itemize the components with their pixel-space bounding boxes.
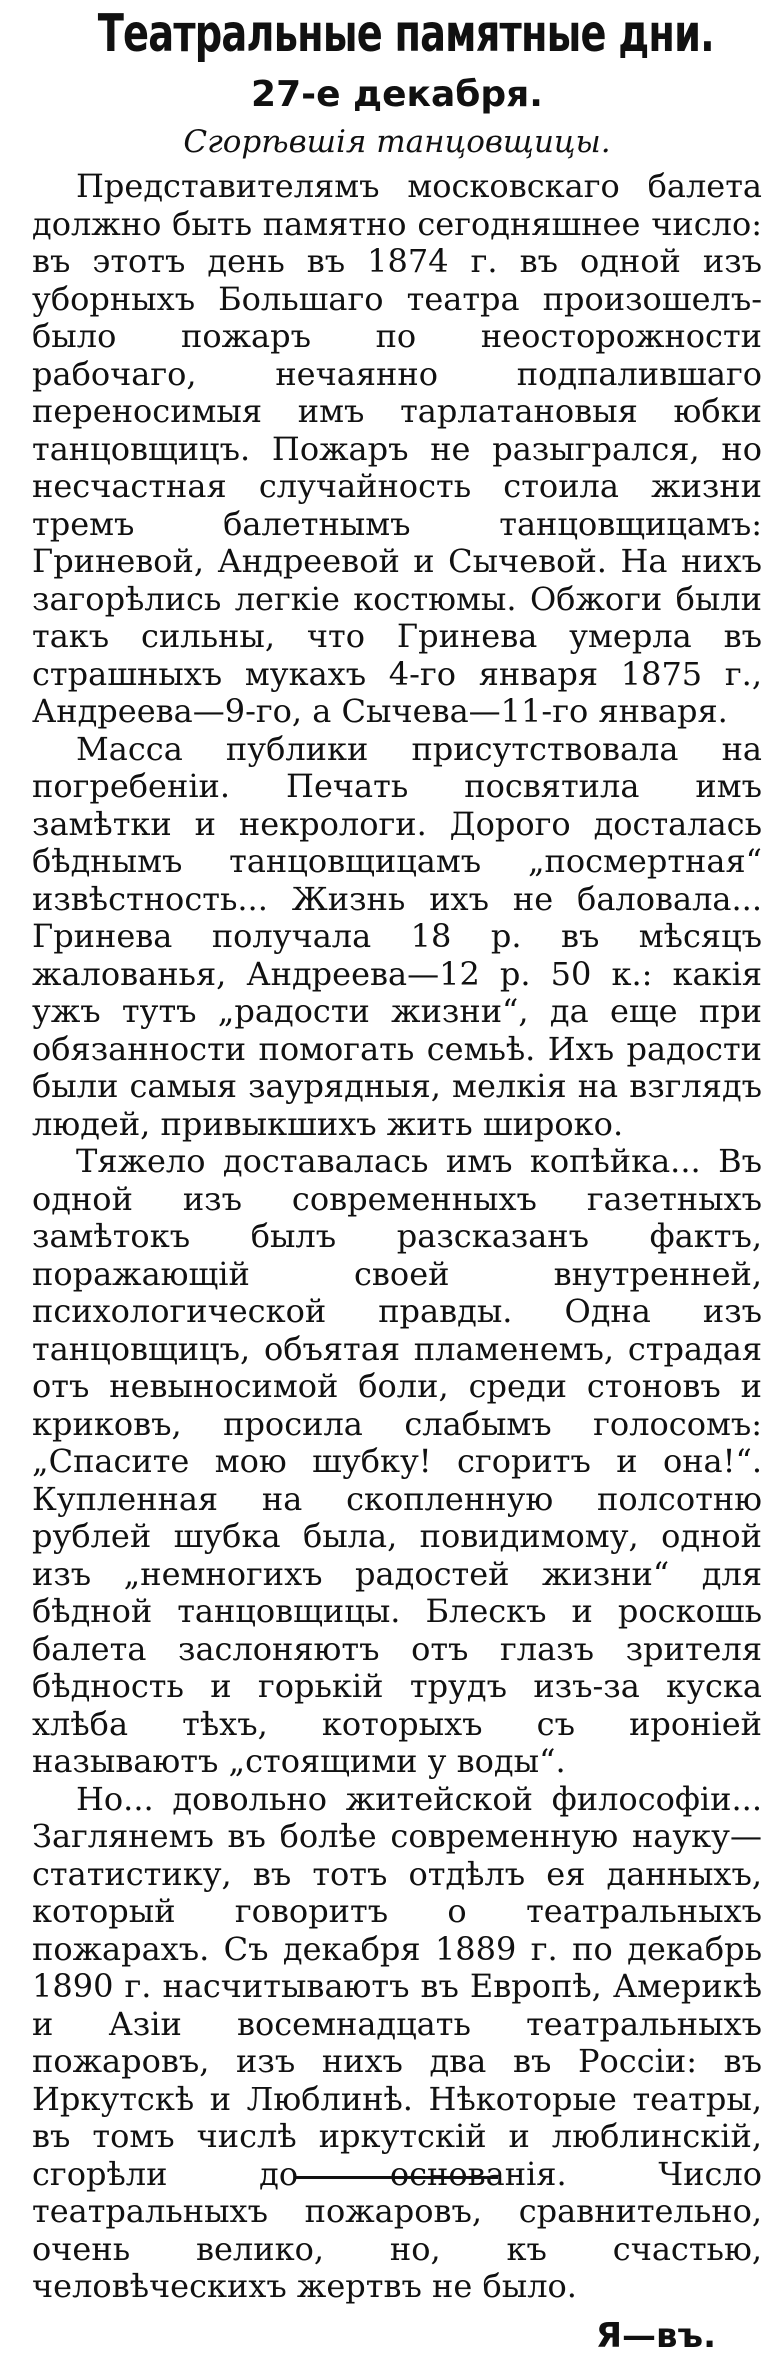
headline: Театральные памятные дни. [97,4,714,64]
author-signature: Я—въ. [595,2315,716,2356]
paragraph: Тяжело доставалась имъ копѣйка... Въ одной изъ современныхъ газетныхъ замѣтокъ былъ разсказанъ фактъ, поражающій своей внутренней, психологической правды. Одна изъ танцовщицъ, объятая пламенемъ, страдая отъ невыносимой боли, среди стоновъ и криковъ, просила слабымъ голосомъ: „Спасите мою шубку! сгоритъ и она!“. Купленная на скопленную полсотню рублей шубка была, повидимому, одной изъ „немногихъ радостей жизни“ для бѣдной танцовщицы. Блескъ и роскошь балета заслоняютъ отъ глазъ зрителя бѣдность и горькій трудъ изъ-за куска хлѣба тѣхъ, которыхъ съ ироніей называютъ „стоящими у воды“. [32,1142,762,1780]
paragraph: Но... довольно житейской философіи... Заглянемъ въ болѣе современную науку—статистику, въ тотъ отдѣлъ ея данныхъ, который говоритъ о театральныхъ пожарахъ. Съ декабря 1889 г. по декабрь 1890 г. насчитываютъ въ Европѣ, Америкѣ и Азіи восемнадцать театральныхъ пожаровъ, изъ нихъ два въ Россіи: въ Иркутскѣ и Люблинѣ. Нѣкоторые театры, въ томъ числѣ иркутскій и люблинскій, сгорѣли до основанія. Число театральныхъ пожаровъ, сравнительно, очень велико, но, къ счастью, человѣческихъ жертвъ не было. [32,1779,762,2305]
closing-rule [294,2176,498,2179]
article-body [32,168,762,2306]
paragraph: Масса публики присутствовала на погребеніи. Печать посвятила имъ замѣтки и некрологи. Дорого досталась бѣднымъ танцовщицамъ „посмертная“ извѣстность... Жизнь ихъ не баловала... Гринева получала 18 р. въ мѣсяцъ жалованья, Андреева—12 р. 50 к.: какія ужъ тутъ „радости жизни“, да еще при обязанности помогать семьѣ. Ихъ радости были самыя заурядныя, мелкія на взглядъ людей, привыкшихъ жить широко. [32,729,762,1143]
date-line: 27-е декабря. [251,74,543,115]
article-subtitle: Сгорѣвшія танцовщицы. [183,124,611,160]
paragraph: Представителямъ московскаго балета должно быть памятно сегодняшнее число: въ этотъ день въ 1874 г. въ одной изъ уборныхъ Большаго театра произошелъ-было пожаръ по неосторожности рабочаго, нечаянно подпалившаго переносимыя имъ тарлатановыя юбки танцовщицъ. Пожаръ не разыгрался, но несчастная случайность стоила жизни тремъ балетнымъ танцовщицамъ: Гриневой, Андреевой и Сычевой. На нихъ загорѣлись легкіе костюмы. Обжоги были такъ сильны, что Гринева умерла въ страшныхъ мукахъ 4-го января 1875 г., Андреева—9-го, а Сычева—11-го января. [32,167,762,730]
